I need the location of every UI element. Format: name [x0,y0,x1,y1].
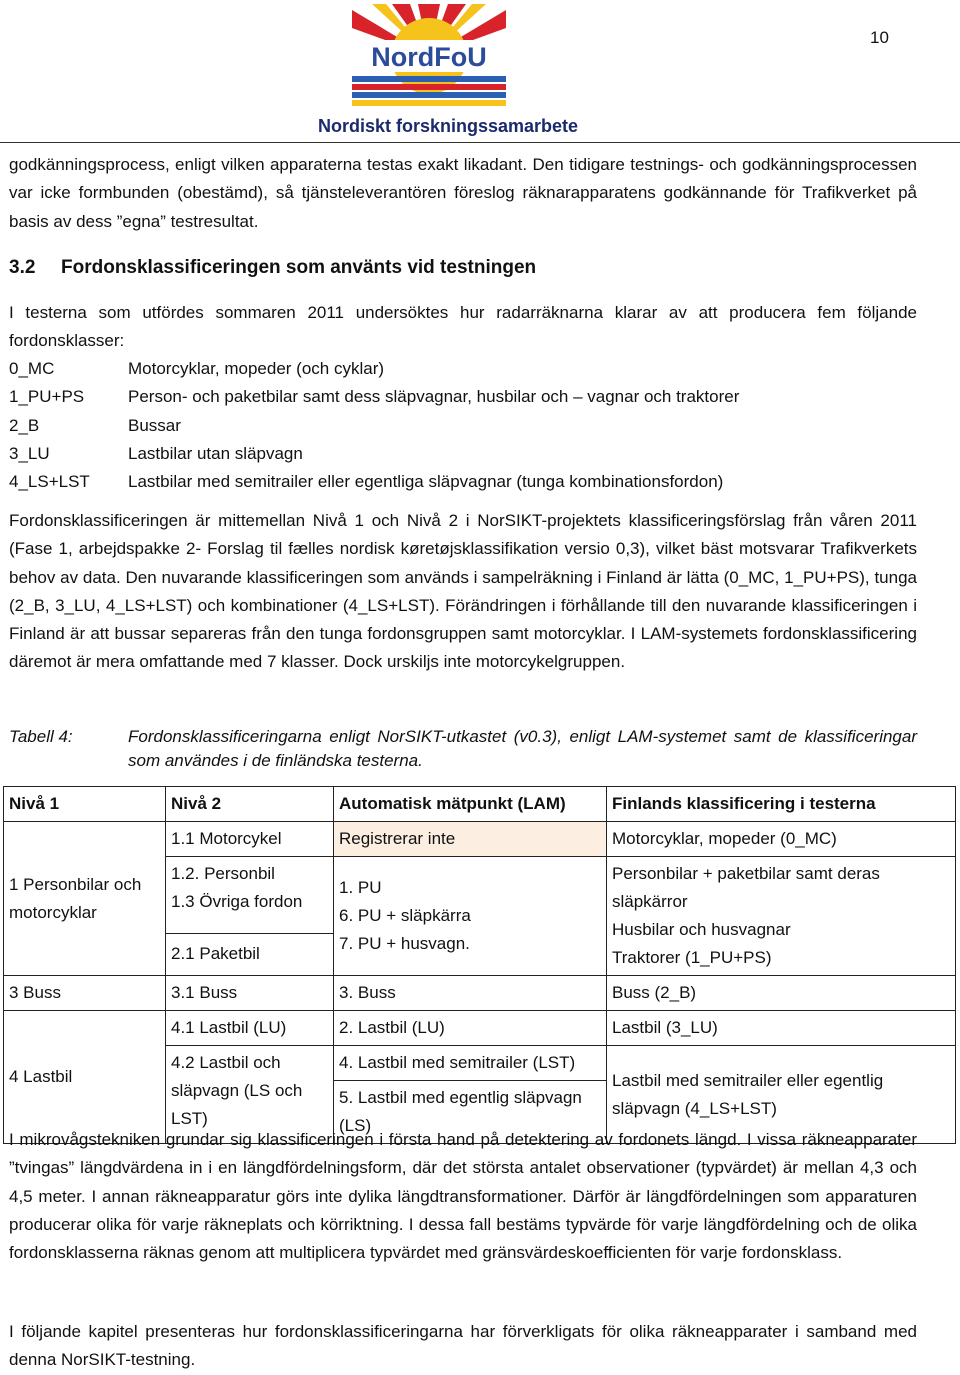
class-code: 4_LS+LST [9,472,90,492]
table-caption [9,725,917,773]
table-cell: 4.2 Lastbil och släpvagn (LS och LST) [166,1046,334,1144]
table-cell: 2. Lastbil (LU) [334,1011,607,1046]
class-description: Bussar [128,415,181,435]
nordfou-logo [352,4,506,108]
table-cell: 3 Buss [4,976,166,1011]
cell-line: Personbilar + paketbilar samt deras släpkärror [612,864,880,911]
table-cell: Lastbil (3_LU) [607,1011,956,1046]
table-cell [607,857,956,976]
microwave-paragraph: I mikrovågstekniken grundar sig klassificeringen i första hand på detektering av fordonets längd. I vissa räkneapparater ”tvingas” längdvärdena in i en längdfördelningsform, där det största antalet observationer (typvärdet) är mellan 4,3 och 4,5 meter. I annan räkneapparatur görs inte dylika längdtransformationer. Därför är längdfördelningen som apparaturen producerar olika för varje räkneplats och körriktning. I dessa fall bestäms typvärde för varje längdfördelning och de olika fordonsklasserna räknas genom att multiplicera typvärdet med gränsvärdeskoefficienten för varje fordonsklass. [9,1130,917,1263]
class-code: 2_B [9,415,40,435]
table-cell: Lastbil med semitrailer eller egentlig släpvagn (4_LS+LST) [607,1046,956,1144]
table-cell: Buss (2_B) [607,976,956,1011]
classification-table [3,786,956,1144]
table-header-row [4,787,956,822]
section-heading [9,257,536,279]
table-cell: 1.1 Motorcykel [166,822,334,857]
column-header: Nivå 2 [166,787,334,822]
table-row [4,1011,956,1046]
cell-line: 1.2. Personbil [171,864,275,883]
header-divider [0,142,960,143]
column-header: Automatisk mätpunkt (LAM) [334,787,607,822]
table-cell: 3. Buss [334,976,607,1011]
table-row [4,976,956,1011]
next-chapter-paragraph: I följande kapitel presenteras hur fordonsklassificeringarna har förverkligats för olika räkneapparater i samband med denna NorSIKT-testning. [9,1322,917,1370]
table-cell: 1 Personbilar och motorcyklar [4,822,166,976]
section-number: 3.2 [9,257,36,278]
caption-text: Fordonsklassificeringarna enligt NorSIKT-utkastet (v0.3), enligt LAM-systemet samt de klassificeringar som användes i de finländska testerna. [128,727,917,770]
vehicle-class-list [9,355,739,496]
class-code: 1_PU+PS [9,387,85,407]
table-cell: Motorcyklar, mopeder (0_MC) [607,822,956,857]
class-description: Person- och paketbilar samt dess släpvagnar, husbilar och – vagnar och traktorer [128,387,740,407]
table-cell [166,857,334,934]
table-cell [334,857,607,976]
section-title: Fordonsklassificeringen som använts vid testningen [61,257,537,278]
page-number: 10 [870,28,889,47]
table-cell: 5. Lastbil med egentlig släpvagn (LS) [334,1081,607,1144]
class-description: Lastbilar utan släpvagn [128,443,303,463]
list-item [9,355,739,383]
list-item [9,383,739,411]
table-cell: 3.1 Buss [166,976,334,1011]
list-item [9,412,739,440]
class-description: Lastbilar med semitrailer eller egentliga släpvagnar (tunga kombinationsfordon) [128,472,724,492]
intro-paragraph: godkänningsprocess, enligt vilken apparaterna testas exakt likadant. Den tidigare testnings- och godkänningsprocessen var icke formbunden (obestämd), så tjänsteleverantören föreslog räknarapparatens godkännande för Trafikverket på basis av dess ”egna” testresultat. [9,155,917,231]
list-item [9,440,739,468]
class-code: 0_MC [9,359,55,378]
cell-line: 6. PU + släpkärra [339,906,471,925]
classification-paragraph: Fordonsklassificeringen är mittemellan Nivå 1 och Nivå 2 i NorSIKT-projektets klassificeringsförslag från våren 2011 (Fase 1, arbejdspakke 2- Forslag til fælles nordisk køretøjsklassifikation versio 0,3), vilket bäst motsvarar Trafikverkets behov av data. Den nuvarande klassificeringen som används i sampelräkning i Finland är lätta (0_MC, 1_PU+PS), tunga (2_B, 3_LU, 4_LS+LST) och kombinationer (4_LS+LST). Förändringen i förhållande till den nuvarande klassificeringen i Finland är att bussar separeras från den tunga fordonsgruppen samt motorcyklar. I LAM-systemets fordonsklassificering däremot är mera omfattande med 7 klasser. Dock urskiljs inte motorcykelgruppen. [9,511,917,672]
table-cell: 2.1 Paketbil [166,933,334,976]
class-code: 3_LU [9,443,50,463]
cell-line: Traktorer (1_PU+PS) [612,948,772,967]
table-cell: 4. Lastbil med semitrailer (LST) [334,1046,607,1081]
cell-line: 7. PU + husvagn. [339,934,470,953]
cell-line: 1. PU [339,878,382,897]
svg-text:NordFoU: NordFoU [371,42,487,72]
column-header: Finlands klassificering i testerna [607,787,956,822]
cell-line: Husbilar och husvagnar [612,920,791,939]
class-description: Motorcyklar, mopeder (och cyklar) [128,359,385,378]
table-cell-highlighted: Registrerar inte [334,822,607,857]
org-name: Nordiskt forskningssamarbete [317,116,579,136]
table-cell: 4 Lastbil [4,1011,166,1144]
caption-label: Tabell 4: [9,727,73,746]
table-row [4,822,956,857]
cell-line: 1.3 Övriga fordon [171,892,303,911]
list-item [9,468,739,496]
table-cell: 4.1 Lastbil (LU) [166,1011,334,1046]
column-header: Nivå 1 [4,787,166,822]
tests-paragraph: I testerna som utfördes sommaren 2011 undersöktes hur radarräknarna klarar av att producera fem följande fordonsklasser: [9,303,917,351]
